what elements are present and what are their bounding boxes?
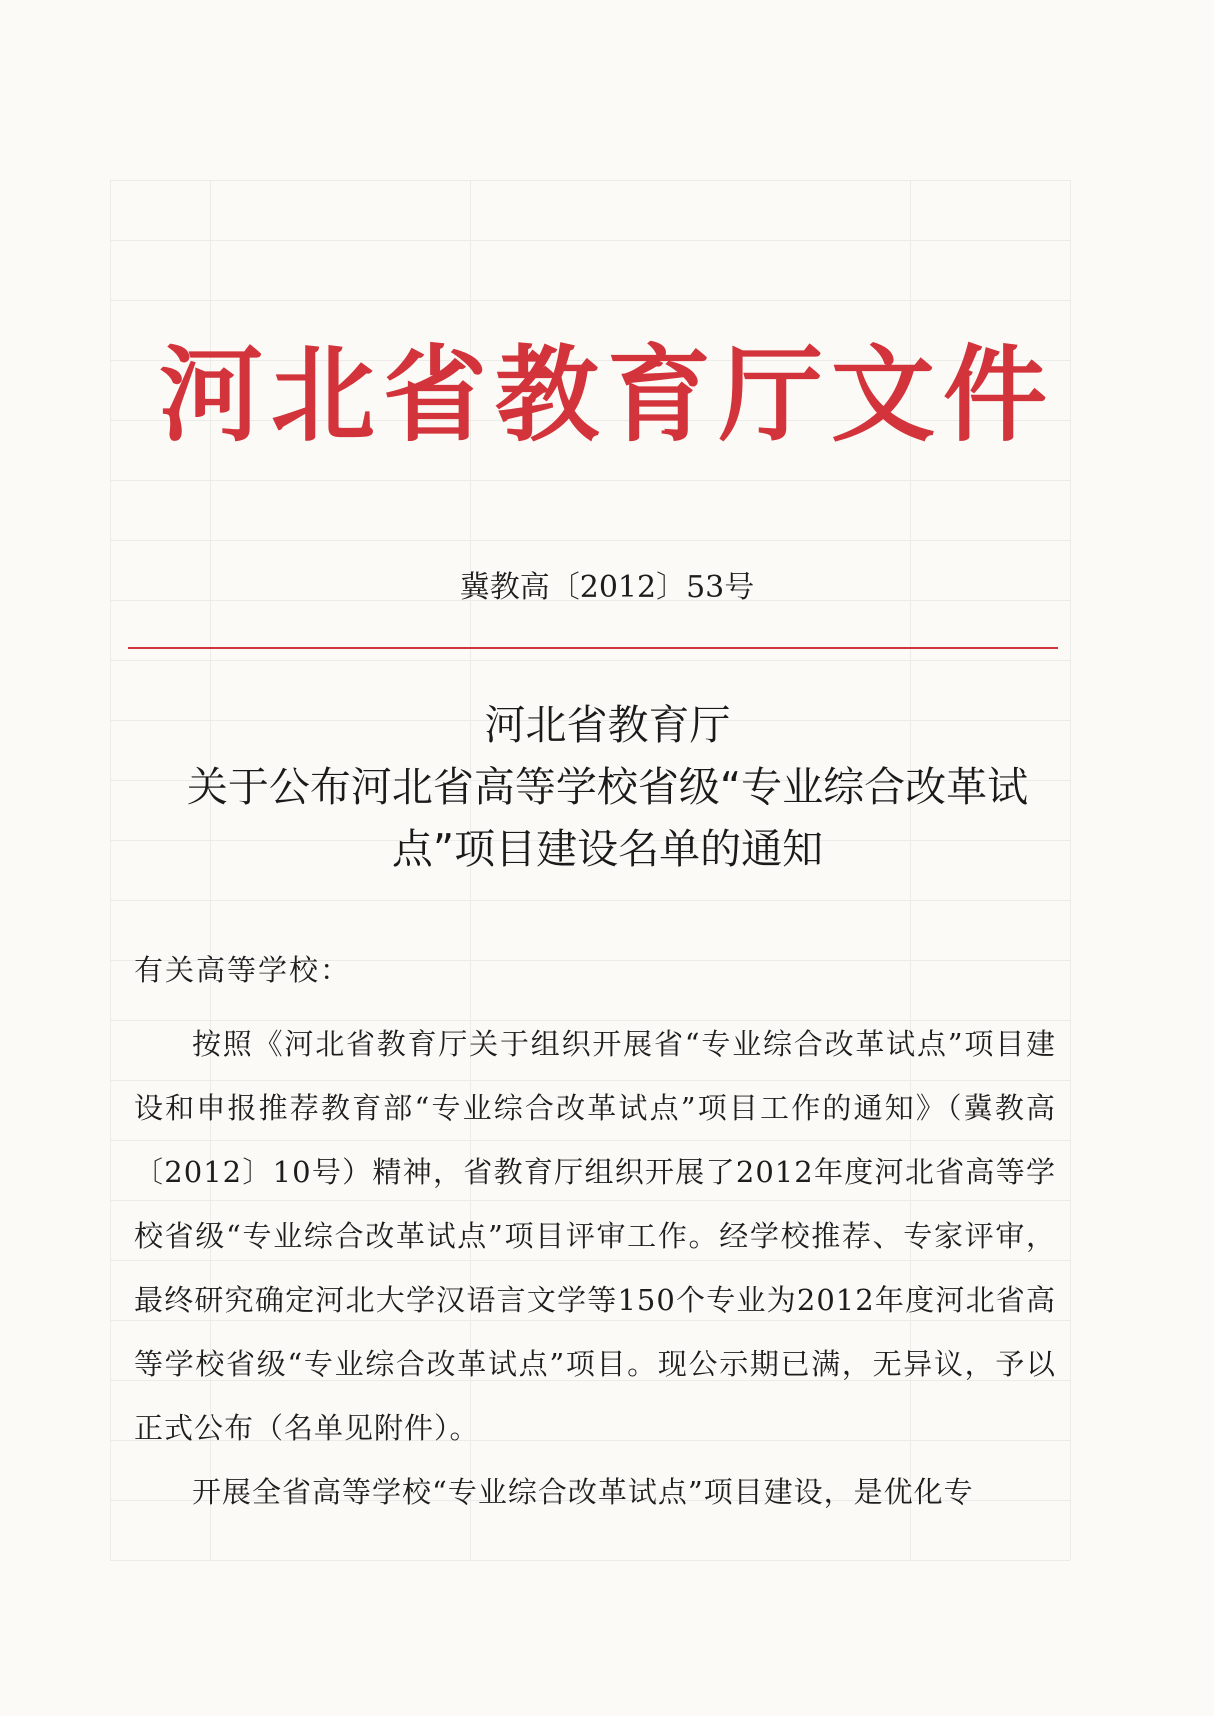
notice-title-line-3: 点”项目建设名单的通知	[391, 825, 824, 873]
document-number: 冀教高〔2012〕53号	[459, 570, 755, 605]
notice-title-line-2: 关于公布河北省高等学校省级“专业综合改革试	[186, 763, 1029, 811]
body-paragraph-1: 按照《河北省教育厅关于组织开展省“专业综合改革试点”项目建设和申报推荐教育部“专业综合改革试点”项目工作的通知》（冀教高〔2012〕10号）精神，省教育厅组织开展了2012年度河北省高等学校省级“专业综合改革试点”项目评审工作。经学校推荐、专家评审，最终研究确定河北大学汉语言文学等150个专业为2012年度河北省高等学校省级“专业综合改革试点”项目。现公示期已满，无异议，予以正式公布（名单见附件）。	[134, 1027, 1056, 1445]
salutation: 有关高等学校：	[134, 953, 352, 987]
red-divider-line	[128, 647, 1058, 649]
body-paragraph-2: 开展全省高等学校“专业综合改革试点”项目建设，是优化专	[192, 1475, 974, 1509]
masthead-title: 河北省教育厅文件	[158, 333, 1055, 456]
notice-title-line-1: 河北省教育厅	[484, 701, 731, 749]
body-text	[134, 1012, 1056, 1524]
